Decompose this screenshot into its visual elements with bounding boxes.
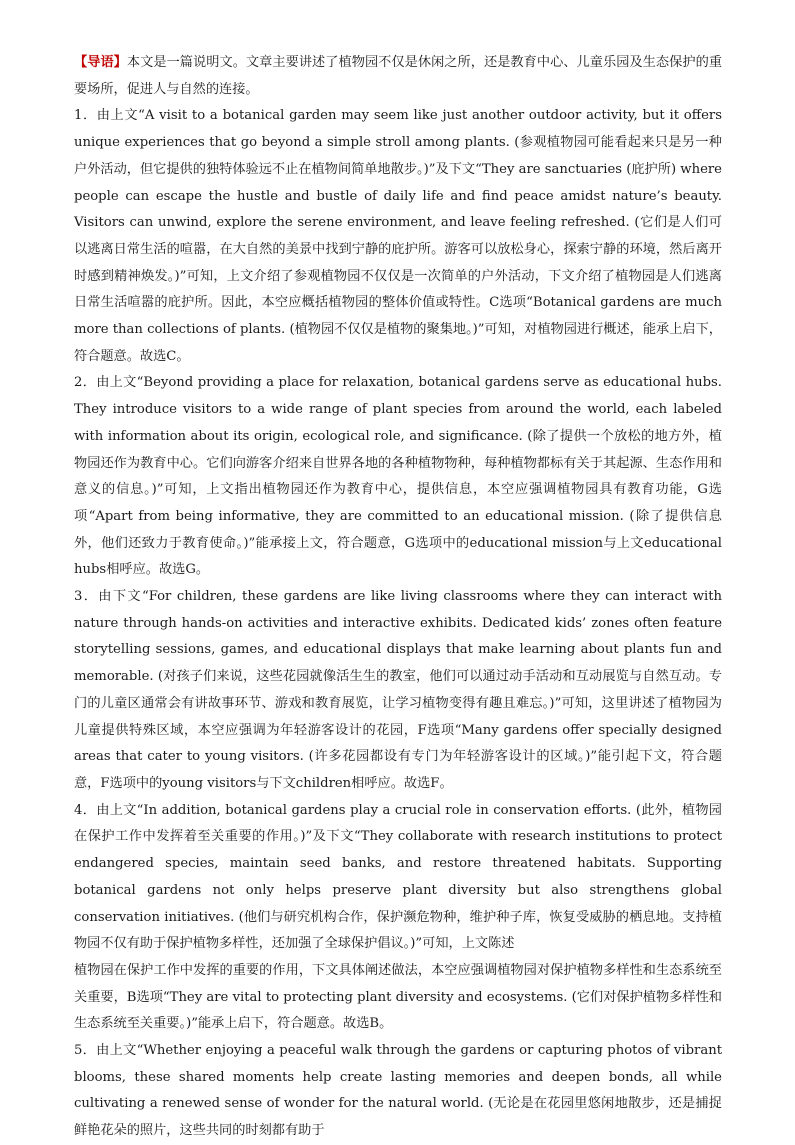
intro-text: 本文是一篇说明文。文章主要讲述了植物园不仅是休闲之所，还是教育中心、儿童乐园及生态保护的重要场所，促进人与自然的连接。 xyxy=(74,55,723,97)
explanation-paragraph-2: 2．由上文“Beyond providing a place for relaxation, botanical gardens serve as educational hubs. They introduce visitors to a wide range of plant species from around the world, each labeled with information about its origin, ecological role, and significance. (除了提供一个放松的地方外，植物园还作为教育中心。它们向游客介绍来自世界各地的各种植物物种，每种植物都标有关于其起源、生态作用和意义的信息。)”可知，上文指出植物园还作为教育中心，提供信息，本空应强调植物园具有教育功能，G选项“Apart from being informative, they are committed to an educational mission. (除了提供信息外，他们还致力于教育使命。)”能承接上文，符合题意，G选项中的educational mission与上文educational hubs相呼应。故选G。 xyxy=(74,375,722,578)
explanation-paragraph-4-continued: 植物园在保护工作中发挥的重要的作用，下文具体阐述做法，本空应强调植物园对保护植物多样性和生态系统至关重要，B选项“They are vital to protecting plant diversity and ecosystems. (它们对保护植物多样性和生态系统至关重要。)”能承上启下，符合题意。故选B。 xyxy=(74,962,722,1032)
answer-explanation-page xyxy=(74,50,722,1145)
intro-label: 【导语】 xyxy=(74,55,127,70)
explanation-paragraph-5: 5．由上文“Whether enjoying a peaceful walk through the gardens or capturing photos of vibrant blooms, these shared moments help create lasting memories and deepen bonds, all while cultivating a renewed sense of wonder for the natural world. (无论是在花园里悠闲地散步，还是捕捉鲜艳花朵的照片，这些共同的时刻都有助于 xyxy=(74,1043,722,1139)
explanation-paragraph-3: 3．由下文“For children, these gardens are like living classrooms where they can interact with nature through hands-on activities and interactive exhibits. Dedicated kids’ zones often feature storytelling sessions, games, and educational displays that make learning about plants fun and memorable. (对孩子们来说，这些花园就像活生生的教室，他们可以通过动手活动和互动展览与自然互动。专门的儿童区通常会有讲故事环节、游戏和教育展览，让学习植物变得有趣且难忘。)”可知，这里讲述了植物园为儿童提供特殊区域，本空应强调为年轻游客设计的花园，F选项“Many gardens offer specially designed areas that cater to young visitors. (许多花园都设有专门为年轻游客设计的区域。)”能引起下文，符合题意，F选项中的young visitors与下文children相呼应。故选F。 xyxy=(74,589,722,791)
explanation-paragraph-4: 4．由上文“In addition, botanical gardens play a crucial role in conservation efforts. (此外，植物园在保护工作中发挥着至关重要的作用。)”及下文“They collaborate with research institutions to protect endangered species, maintain seed banks, and restore threatened habitats. Supporting botanical gardens not only helps preserve plant diversity but also strengthens global conservation initiatives. (他们与研究机构合作，保护濒危物种，维护种子库，恢复受威胁的栖息地。支持植物园不仅有助于保护植物多样性，还加强了全球保护倡议。)”可知，上文陈述 xyxy=(74,802,722,952)
explanation-paragraph-1: 1．由上文“A visit to a botanical garden may seem like just another outdoor activity, but it offers unique experiences that go beyond a simple stroll among plants. (参观植物园可能看起来只是另一种户外活动，但它提供的独特体验远不止在植物间简单地散步。)”及下文“They are sanctuaries (庇护所) where people can escape the hustle and bustle of daily life and find peace amidst nature’s beauty. Visitors can unwind, explore the serene environment, and leave feeling refreshed. (它们是人们可以逃离日常生活的喧嚣，在大自然的美景中找到宁静的庇护所。游客可以放松身心，探索宁静的环境，然后离开时感到精神焕发。)”可知，上文介绍了参观植物园不仅仅是一次简单的户外活动，下文介绍了植物园是人们逃离日常生活喧嚣的庇护所。因此，本空应概括植物园的整体价值或特性。C选项“Botanical gardens are much more than collections of plants. (植物园不仅仅是植物的聚集地。)”可知，对植物园进行概述，能承上启下，符合题意。故选C。 xyxy=(74,108,722,364)
intro-paragraph xyxy=(74,50,722,103)
